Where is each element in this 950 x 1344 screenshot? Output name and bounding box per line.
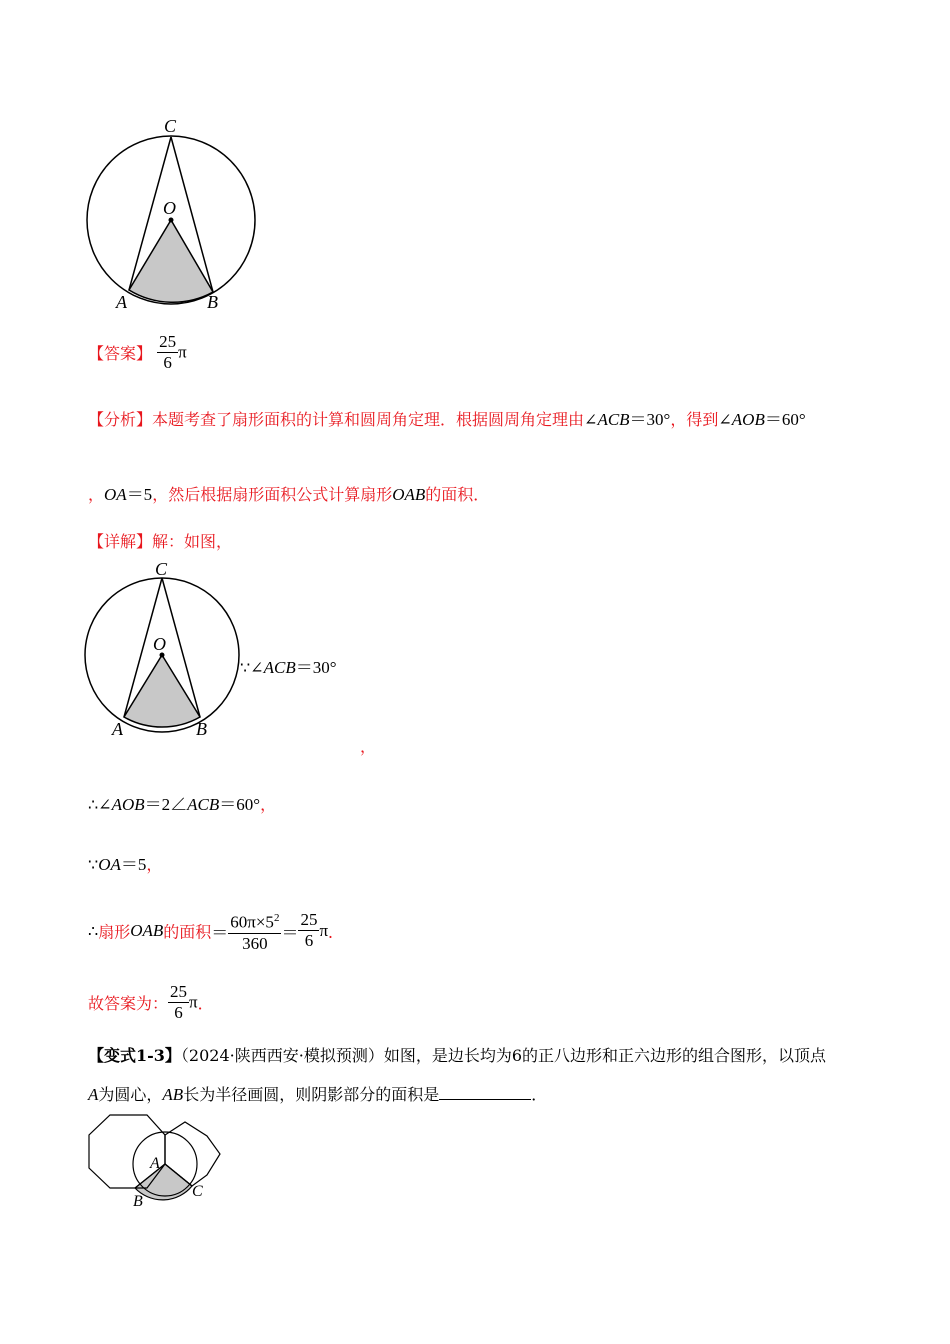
detail-comma: ， [360,737,377,756]
label-b: B [207,292,218,312]
label-o: O [163,198,176,218]
detail-label: 【详解】 [88,532,153,551]
analysis-line-1: 【分析】本题考查了扇形面积的计算和圆周角定理．根据圆周角定理由∠ACB＝30°，得到∠AOB＝60° [88,410,806,429]
analysis-label: 【分析】 [88,410,153,429]
label-a: A [112,719,123,739]
variant-line-1: 【变式1-3】（2024·陕西西安·模拟预测）如图，是边长均为6的正八边形和正六边形的组合图形，以顶点 [88,1046,827,1065]
shaded-sector-2 [124,655,200,727]
area-formula-line: ∴扇形OAB的面积＝ $\frac{60\pi\times 5^2}{360}$ ＝ $\frac{25}{6}$ π． [88,908,344,954]
shaded-sector-1 [129,220,213,302]
therefore-aob-line: ∴∠AOB＝2∠ACB＝60°， [88,795,277,814]
shaded-sector-3 [135,1164,192,1200]
figure-octagon-hexagon [84,1110,229,1215]
label-a: A [116,292,127,312]
area-fraction-1: $\frac{60\pi\times 5^2}{360}$ [228,908,281,954]
label-a: A [150,1155,160,1172]
label-c: C [155,559,168,579]
label-c: C [164,116,177,136]
because-oa-line: ∵OA＝5， [88,855,163,874]
area-fraction-2: $\frac{25}{6}$ [300,910,318,951]
figure-circle-2 [78,558,268,743]
figure-circle-1 [80,110,270,320]
label-b: B [196,719,207,739]
conclusion-fraction: $\frac{25}{6}$ [170,982,188,1022]
because-acb-line: ∵∠ACB＝30° [240,658,337,677]
label-o: O [153,634,166,654]
answer-fraction: $\frac{25}{6}$ [159,332,177,372]
variant-line-2: A为圆心，AB长为半径画圆，则阴影部分的面积是 ． [88,1085,548,1104]
label-b: B [133,1193,143,1210]
conclusion-line: 故答案为： $\frac{25}{6}$ π． [88,982,214,1022]
answer-label: 【答案】 [88,344,153,363]
analysis-line-2: ，OA＝5，然后根据扇形面积公式计算扇形OAB的面积． [88,485,490,504]
label-c: C [192,1183,203,1200]
variant-label: 【变式1-3】 [88,1046,181,1065]
answer-line: 【答案】 $\frac{25}{6}$ π [88,332,187,372]
detail-line: 【详解】解：如图， [88,532,233,551]
answer-blank [439,1085,531,1100]
